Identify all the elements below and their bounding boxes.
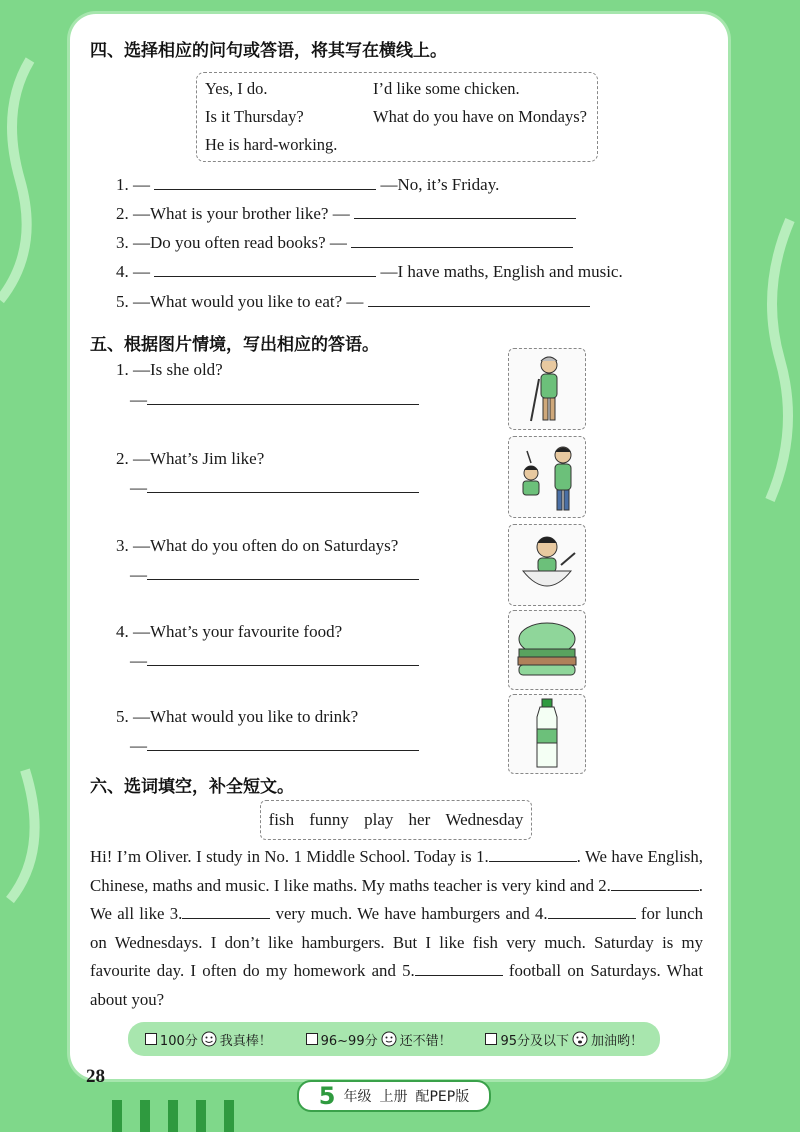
option-3: Is it Thursday?: [205, 107, 304, 126]
passage-text: for lunch on Wednesdays. I don’t like hamburgers. But I like fish very much. Saturday is my favourite day. I often do my homework and 5.: [90, 904, 703, 981]
word-2: funny: [309, 810, 349, 829]
picture-water-bottle: [508, 694, 586, 774]
section-4-title: 四、选择相应的问句或答语，将其写在横线上。: [90, 41, 447, 61]
passage-blank-1[interactable]: [489, 847, 577, 862]
item-number: 5.: [116, 292, 129, 311]
cheer-face-icon: [572, 1031, 588, 1047]
passage: [90, 843, 703, 1015]
option-1: Yes, I do.: [205, 79, 268, 98]
answer-blank[interactable]: [147, 390, 419, 405]
options-box: [196, 72, 598, 162]
item-answer: —I have maths, English and music.: [380, 262, 623, 281]
passage-blank-5[interactable]: [415, 961, 503, 976]
answer-blank[interactable]: [147, 478, 419, 493]
option-4: What do you have on Mondays?: [373, 107, 587, 126]
item-number: 4.: [116, 262, 129, 281]
word-bank: [260, 800, 532, 840]
answer-blank[interactable]: [368, 292, 590, 307]
picture-helpful-boy: [508, 436, 586, 518]
item-prompt: —: [133, 175, 150, 194]
answer-blank[interactable]: [351, 233, 573, 248]
score-label: 95分及以下: [500, 1033, 570, 1049]
passage-text: Hi! I’m Oliver. I study in No. 1 Middle School. Today is 1.: [90, 847, 489, 866]
smile-icon: [381, 1031, 397, 1047]
dash: —: [130, 390, 147, 409]
page-number: 28: [86, 1066, 105, 1087]
passage-blank-3[interactable]: [182, 904, 270, 919]
section-6-title: 六、选词填空，补全短文。: [90, 777, 294, 797]
answer-blank[interactable]: [354, 204, 576, 219]
s5-q5: 5. —What would you like to drink?: [116, 707, 359, 726]
s5-a5: [130, 736, 419, 756]
item-number: 2.: [116, 204, 129, 223]
answer-blank[interactable]: [154, 175, 376, 190]
answer-blank[interactable]: [147, 565, 419, 580]
score-text: 加油哟！: [591, 1033, 644, 1049]
s4-item-2: [116, 204, 576, 224]
s5-a3: [130, 565, 419, 585]
decor-stripe: [196, 1100, 206, 1132]
s5-q3: 3. —What do you often do on Saturdays?: [116, 536, 399, 555]
passage-text: football on Saturdays. What about you?: [90, 961, 703, 1009]
passage-text: . We have English, Chinese, maths and music. I like maths. My maths teacher is very kind and 2.: [90, 847, 703, 895]
score-option-95[interactable]: [485, 1030, 643, 1049]
checkbox[interactable]: [306, 1033, 318, 1045]
s4-item-4: [116, 262, 623, 282]
score-label: 96~99分: [320, 1033, 378, 1049]
picture-hamburger: [508, 610, 586, 690]
answer-blank[interactable]: [154, 262, 376, 277]
answer-blank[interactable]: [147, 736, 419, 751]
option-5: He is hard-working.: [205, 135, 338, 154]
decor-stripe: [112, 1100, 122, 1132]
score-text: 还不错！: [399, 1033, 452, 1049]
passage-text: . We all like 3.: [90, 875, 703, 924]
s4-item-1: [116, 175, 499, 195]
option-2: I’d like some chicken.: [373, 79, 520, 98]
s4-item-5: [116, 292, 590, 312]
passage-blank-4[interactable]: [548, 904, 636, 919]
item-prompt: —: [133, 262, 150, 281]
decor-stripe: [140, 1100, 150, 1132]
word-1: fish: [268, 810, 295, 829]
checkbox[interactable]: [485, 1033, 497, 1045]
passage-text: very much. We have hamburgers and 4.: [270, 904, 548, 924]
score-label: 100分: [159, 1033, 198, 1049]
item-prompt: —What is your brother like? —: [133, 204, 350, 223]
dash: —: [130, 478, 147, 497]
word-3: play: [364, 810, 394, 829]
item-answer: —No, it’s Friday.: [380, 175, 500, 194]
checkbox[interactable]: [145, 1033, 157, 1045]
item-number: 3.: [116, 233, 129, 252]
item-prompt: —Do you often read books? —: [133, 233, 347, 252]
s4-item-3: [116, 233, 573, 253]
s5-q2: 2. —What’s Jim like?: [116, 449, 265, 468]
picture-boy-cooking: [508, 524, 586, 606]
s5-a1: [130, 390, 419, 410]
dash: —: [130, 565, 147, 584]
edition-label: 配PEP版: [415, 1089, 470, 1105]
passage-blank-2[interactable]: [611, 876, 699, 891]
smiley-icon: [201, 1031, 217, 1047]
score-option-96[interactable]: [306, 1030, 452, 1049]
answer-blank[interactable]: [147, 651, 419, 666]
score-text: 我真棒！: [219, 1033, 272, 1049]
word-4: her: [408, 810, 431, 829]
s5-a2: [130, 478, 419, 498]
dash: —: [130, 651, 147, 670]
section-5-title: 五、根据图片情境，写出相应的答语。: [90, 335, 379, 355]
grade-number: 5: [318, 1082, 336, 1110]
picture-old-woman: [508, 348, 586, 430]
item-number: 1.: [116, 175, 129, 194]
score-option-100[interactable]: [145, 1030, 272, 1049]
item-prompt: —What would you like to eat? —: [133, 292, 364, 311]
decor-stripe: [224, 1100, 234, 1132]
book-edition-label: [297, 1080, 491, 1112]
s5-q1: 1. —Is she old?: [116, 360, 223, 379]
word-5: Wednesday: [445, 810, 524, 829]
dash: —: [130, 736, 147, 755]
s5-q4: 4. —What’s your favourite food?: [116, 622, 343, 641]
score-bar: [128, 1022, 660, 1056]
term-label: 上册: [379, 1089, 408, 1105]
s5-a4: [130, 651, 419, 671]
grade-suffix: 年级: [343, 1089, 372, 1105]
decor-stripe: [168, 1100, 178, 1132]
